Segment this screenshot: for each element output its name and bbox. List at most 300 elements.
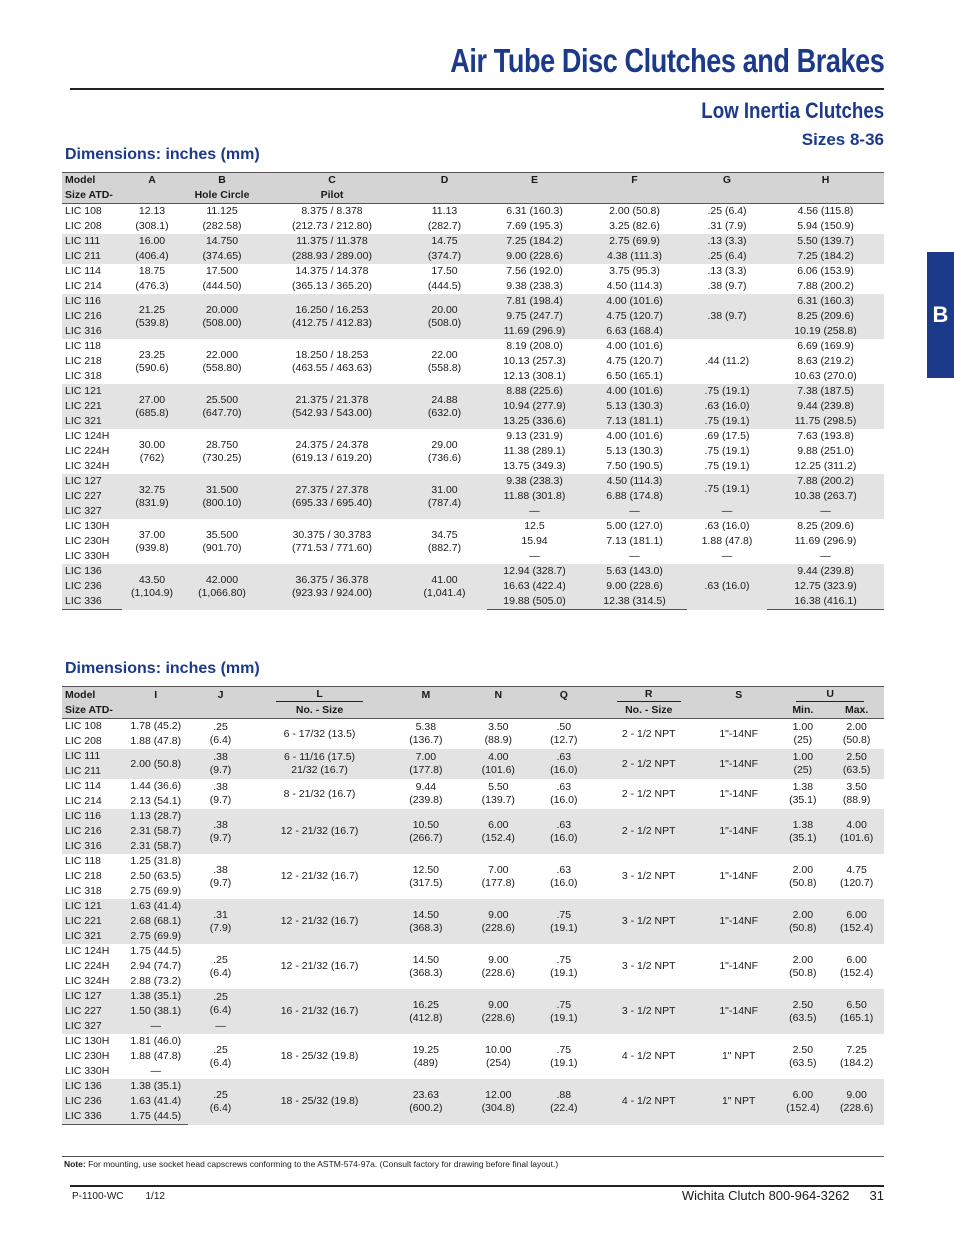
model-cell: LIC 214: [65, 795, 102, 807]
note-rule: [62, 1156, 884, 1157]
table-cell: .63 (16.0): [531, 809, 596, 854]
column-header: [596, 687, 701, 704]
table-row: [62, 749, 884, 764]
model-cell: LIC 330H: [65, 550, 110, 562]
doc-date: 1/12: [145, 1191, 165, 1202]
table-cell: 2.50 (63.5): [829, 749, 884, 779]
table-cell: 3.75 (95.3): [609, 265, 660, 277]
table-cell: 2.88 (73.2): [130, 975, 182, 987]
table-cell: 2 - 1/2 NPT: [596, 809, 701, 854]
table-cell: 24.88 (632.0): [402, 384, 487, 429]
model-cell: LIC 224H: [65, 960, 110, 972]
table-row: [62, 854, 884, 869]
table-cell: .13 (3.3): [707, 265, 747, 277]
column-header-label: R: [617, 688, 681, 702]
table-group: [62, 384, 884, 429]
table-cell: 18 - 25/32 (19.8): [280, 1050, 359, 1062]
table-cell: 2.50 (63.5): [776, 989, 829, 1034]
table-cell: 3.50 (88.9): [484, 721, 512, 746]
table-row: [62, 384, 884, 399]
table-group: [62, 429, 884, 474]
model-cell: LIC 130H: [65, 1035, 110, 1047]
model-cell: LIC 316: [62, 839, 123, 854]
table-cell: —: [123, 1019, 188, 1034]
table-cell: 7.56 (192.0): [506, 265, 563, 277]
column-subheader: [531, 703, 596, 719]
table-cell: 2.13 (54.1): [130, 795, 182, 807]
model-cell: LIC 224H: [65, 445, 110, 457]
table-cell: 14.750: [182, 234, 262, 249]
table-cell: 18.75: [138, 265, 166, 277]
model-cell: LIC 211: [62, 764, 123, 779]
table-cell: 4.75 (120.7): [839, 863, 874, 889]
table-cell: 1.75 (44.5): [130, 945, 182, 957]
model-cell: LIC 127: [62, 989, 123, 1004]
table-row: [62, 204, 884, 220]
table-cell: 10.63 (270.0): [794, 370, 857, 382]
table-cell: 34.75 (882.7): [427, 528, 462, 554]
table-cell: (288.93 / 289.00): [262, 249, 402, 264]
table-cell: 4.00 (101.6): [829, 809, 884, 854]
table-cell: (444.50): [202, 280, 242, 292]
table-cell: .63 (16.0): [687, 564, 767, 610]
table-cell: (374.65): [182, 249, 262, 264]
table-cell: .75 (19.1): [550, 1043, 578, 1069]
table-cell: 35.500 (901.70): [202, 528, 242, 554]
section1-title: Dimensions: inches (mm): [65, 146, 260, 163]
table-cell: 25.500 (647.70): [182, 384, 262, 429]
title-rule: [70, 88, 884, 90]
table-cell: —: [820, 550, 831, 562]
table-cell: 4.50 (114.3): [606, 280, 663, 292]
table-cell: 20.000 (508.00): [182, 294, 262, 339]
table-group: [62, 779, 884, 809]
table-cell: 19.88 (505.0): [487, 594, 582, 610]
column-header: G: [687, 173, 767, 189]
table-cell: 16.38 (416.1): [767, 594, 884, 610]
table-cell: —: [767, 504, 884, 519]
model-cell: LIC 124H: [65, 945, 110, 957]
table-row: [62, 719, 884, 735]
table-group: [62, 989, 884, 1034]
table-cell: 14.75: [402, 234, 487, 249]
table-cell: .25 (6.4): [188, 1079, 252, 1125]
table-cell: 1.44 (36.6): [130, 780, 182, 792]
table-row: [62, 429, 884, 444]
section2-title: Dimensions: inches (mm): [65, 660, 260, 677]
table-cell: 6.31 (160.3): [767, 294, 884, 309]
table-cell: 17.50: [431, 265, 458, 277]
table-cell: .75 (19.1): [687, 414, 767, 429]
table-cell: 1.38 (35.1): [776, 809, 829, 854]
table-group: [62, 809, 884, 854]
table-cell: .25 (6.4): [209, 721, 232, 746]
column-subheader: Pilot: [262, 188, 402, 204]
footnote: [64, 1159, 558, 1169]
model-cell: LIC 218: [65, 355, 102, 367]
table-cell: 4.75 (120.7): [606, 355, 663, 367]
table-cell: 4.50 (114.3): [582, 474, 687, 489]
table-group: [62, 719, 884, 750]
model-cell: LIC 216: [62, 824, 123, 839]
table-cell: 18 - 25/32 (19.8): [253, 1079, 387, 1125]
column-subheader: [122, 188, 182, 204]
column-subheader: [386, 703, 465, 719]
table-cell: 2.00 (50.8): [789, 953, 817, 979]
table-cell: 7.25 (184.2): [839, 1043, 874, 1069]
table-cell: 36.375 / 36.378 (923.93 / 924.00): [262, 564, 402, 610]
column-header-label: L: [276, 688, 362, 702]
table-group: [62, 749, 884, 779]
table-cell: 6.63 (168.4): [582, 324, 687, 339]
model-cell: LIC 227: [62, 489, 122, 504]
table-cell: 20.00 (508.0): [402, 294, 487, 339]
model-cell: LIC 230H: [65, 535, 110, 547]
table-cell: 12.13 (308.1): [503, 370, 566, 382]
table-row: [62, 249, 884, 264]
table-cell: —: [582, 504, 687, 519]
table-cell: 8.19 (208.0): [506, 340, 563, 352]
model-cell: LIC 216: [62, 309, 122, 324]
table-cell: 11.125: [206, 205, 238, 217]
model-cell: LIC 116: [62, 294, 122, 309]
table-cell: 9.00 (228.6): [582, 579, 687, 594]
table-cell: 1"-14NF: [719, 727, 759, 740]
column-subheader: Min.: [776, 703, 829, 719]
column-header: B: [182, 173, 262, 189]
table-group: [62, 854, 884, 899]
table-row: [62, 279, 884, 294]
table-cell: 3.25 (82.6): [609, 220, 660, 232]
table-cell: LIC 111: [62, 234, 122, 249]
table-cell: 9.00 (228.6): [465, 989, 531, 1034]
table-group: [62, 204, 884, 235]
table-cell: 9.13 (231.9): [506, 430, 563, 442]
table-cell: 6.88 (174.8): [582, 489, 687, 504]
table-cell: 8.63 (219.2): [797, 355, 854, 367]
table-cell: 12.5: [524, 520, 545, 532]
table-cell: 1.00 (25): [792, 721, 814, 746]
table-cell: 2.68 (68.1): [123, 914, 188, 929]
column-subheader: No. - Size: [596, 703, 701, 719]
model-cell: LIC 321: [62, 414, 122, 429]
doc-code: P-1100-WC: [72, 1191, 124, 1202]
column-subheader: Hole Circle: [182, 188, 262, 204]
table-row: [62, 173, 884, 189]
model-cell: LIC 236: [62, 579, 122, 594]
table-cell: 21.25 (539.8): [122, 294, 182, 339]
table-cell: 5.50 (139.7): [481, 781, 515, 806]
table-cell: 9.44 (239.8): [767, 399, 884, 414]
table-row: [62, 339, 884, 354]
table-cell: 10.38 (263.7): [767, 489, 884, 504]
table-cell: 6.69 (169.9): [797, 340, 854, 352]
table-cell: 14.50 (368.3): [409, 953, 443, 979]
footer-rule: [70, 1185, 884, 1187]
table-cell: 6 - 11/16 (17.5) 21/32 (16.7): [253, 749, 387, 779]
table-cell: 6.50 (165.1): [606, 370, 663, 382]
table-cell: 28.750 (730.25): [202, 438, 242, 464]
table-cell: .25 (6.4): [209, 1043, 232, 1069]
table-cell: 29.00 (736.6): [427, 438, 462, 464]
table-cell: 1.63 (41.4): [123, 1094, 188, 1109]
table-cell: 12 - 21/32 (16.7): [253, 809, 387, 854]
table-cell: 10.94 (277.9): [487, 399, 582, 414]
table-cell: 3 - 1/2 NPT: [596, 899, 701, 944]
table-cell: 12 - 21/32 (16.7): [253, 899, 387, 944]
table-cell: .75 (19.1): [550, 953, 578, 979]
table-cell: 6.50 (165.1): [829, 989, 884, 1034]
model-cell: LIC 116: [62, 809, 123, 824]
model-cell: LIC 327: [62, 504, 122, 519]
table-cell: 17.500: [205, 265, 239, 277]
table-cell: 27.00 (685.8): [122, 384, 182, 429]
table-cell: 9.00 (228.6): [481, 953, 515, 979]
column-subheader: [487, 188, 582, 204]
table-row: [62, 474, 884, 489]
table-cell: 11.13: [431, 205, 458, 217]
table-cell: 14.375 / 14.378: [295, 265, 369, 277]
table-cell: 23.25 (590.6): [135, 348, 169, 374]
model-cell: LIC 324H: [65, 460, 110, 472]
table-cell: 19.25 (489): [412, 1043, 439, 1069]
table-cell: (365.13 / 365.20): [292, 280, 372, 292]
table-cell: 10.50 (266.7): [386, 809, 465, 854]
column-header: N: [465, 687, 531, 704]
model-cell: LIC 324H: [65, 975, 110, 987]
table-group: [62, 339, 884, 384]
table-cell: 6.00 (152.4): [839, 953, 874, 979]
table-cell: LIC 208: [65, 220, 102, 232]
table-cell: 1" NPT: [721, 1050, 756, 1062]
table-row: [62, 1034, 884, 1049]
sizes-label: Sizes 8-36: [801, 130, 884, 149]
table-cell: (406.4): [122, 249, 182, 264]
table-cell: 6.00 (152.4): [776, 1079, 829, 1125]
model-cell: LIC 136: [62, 1079, 123, 1094]
table-group: [62, 564, 884, 610]
table-cell: 1.38 (35.1): [123, 989, 188, 1004]
table-cell: 9.38 (238.3): [487, 474, 582, 489]
table-cell: 2.75 (69.9): [123, 929, 188, 944]
table-cell: 2.31 (58.7): [123, 839, 188, 854]
column-subheader: [123, 703, 188, 719]
table-cell: —: [150, 1065, 161, 1077]
table-cell: 2.50 (63.5): [130, 870, 182, 882]
table-cell: 1.13 (28.7): [123, 809, 188, 824]
table-cell: 13.25 (336.6): [487, 414, 582, 429]
column-header: C: [262, 173, 402, 189]
table-cell: 2 - 1/2 NPT: [621, 787, 676, 800]
table-cell: .75 (19.1): [687, 384, 767, 399]
column-subheader: [465, 703, 531, 719]
table-cell: 24.375 / 24.378 (619.13 / 619.20): [292, 438, 372, 464]
table-cell: 41.00 (1,041.4): [402, 564, 487, 610]
table-cell: 12.00 (304.8): [465, 1079, 531, 1125]
table-cell: 5.38 (136.7): [409, 721, 443, 746]
model-cell: LIC 121: [62, 384, 122, 399]
table-cell: 7.13 (181.1): [582, 414, 687, 429]
table-cell: 2.31 (58.7): [123, 824, 188, 839]
table-cell: 1.00 (25): [776, 749, 829, 779]
table-cell: .63 (16.0): [550, 863, 578, 889]
table-cell: 5.13 (130.3): [606, 445, 663, 457]
table-cell: 1"-14NF: [719, 787, 759, 800]
column-subheader: [402, 188, 487, 204]
table-cell: 7.38 (187.5): [767, 384, 884, 399]
table-cell: 5.63 (143.0): [582, 564, 687, 579]
table-cell: 1" NPT: [701, 1079, 776, 1125]
table-cell: 12.75 (323.9): [767, 579, 884, 594]
column-header: J: [188, 687, 252, 704]
table-cell: .69 (17.5): [704, 430, 750, 442]
table-cell: 6.31 (160.3): [506, 205, 563, 217]
table-cell: 3.50 (88.9): [842, 781, 871, 806]
model-cell: LIC 218: [65, 870, 102, 882]
section-tab[interactable]: B: [927, 252, 954, 378]
table-cell: 5.50 (139.7): [767, 234, 884, 249]
table-cell: 3 - 1/2 NPT: [621, 960, 676, 972]
table-cell: .38 (9.7): [687, 294, 767, 339]
table-cell: 12 - 21/32 (16.7): [280, 870, 359, 882]
table-cell: .13 (3.3): [687, 234, 767, 249]
model-cell: LIC 230H: [65, 1050, 110, 1062]
table-cell: .75 (19.1): [531, 899, 596, 944]
model-cell: LIC 127: [62, 474, 122, 489]
table-cell: 18.250 / 18.253 (463.55 / 463.63): [292, 348, 372, 374]
table-cell: 2.75 (69.9): [582, 234, 687, 249]
table-cell: —: [188, 1019, 252, 1034]
table-cell: 43.50 (1,104.9): [122, 564, 182, 610]
model-cell: LIC 221: [62, 399, 122, 414]
table-cell: 22.000 (558.80): [202, 348, 242, 374]
model-cell: LIC 316: [62, 324, 122, 339]
table-cell: 9.88 (251.0): [797, 445, 854, 457]
table-cell: 2.00 (50.8): [776, 899, 829, 944]
model-cell: LIC 318: [65, 370, 102, 382]
table-cell: 1.78 (45.2): [130, 720, 182, 732]
column-subheader: [767, 188, 884, 204]
column-header: M: [386, 687, 465, 704]
table-row: [62, 294, 884, 309]
table-cell: 30.375 / 30.3783 (771.53 / 771.60): [292, 528, 372, 554]
table-cell: .38 (9.7): [209, 781, 232, 806]
table-cell: 42.000 (1,066.80): [182, 564, 262, 610]
column-header: I: [123, 687, 188, 704]
table-cell: 1.25 (31.8): [130, 855, 182, 867]
table-cell: 6 - 17/32 (13.5): [283, 727, 356, 740]
table-cell: 2.94 (74.7): [130, 960, 182, 972]
column-subheader: [687, 188, 767, 204]
table-cell: 16.250 / 16.253 (412.75 / 412.83): [262, 294, 402, 339]
table-cell: 4 - 1/2 NPT: [621, 1050, 676, 1062]
table-row: [62, 809, 884, 824]
page-number: 31: [869, 1188, 884, 1203]
table-cell: 7.50 (190.5): [606, 460, 663, 472]
table-cell: 4 - 1/2 NPT: [596, 1079, 701, 1125]
table-cell: 10.13 (257.3): [503, 355, 566, 367]
table-cell: 2.00 (50.8): [842, 721, 871, 746]
table-group: [62, 944, 884, 989]
table-cell: 4.00 (101.6): [582, 384, 687, 399]
table-cell: LIC 211: [62, 249, 122, 264]
table-cell: 11.38 (289.1): [503, 445, 566, 457]
model-cell: LIC 108: [65, 720, 102, 732]
company-contact: Wichita Clutch 800-964-3262: [681, 1188, 850, 1203]
table-cell: —: [529, 550, 540, 562]
column-header-label: U: [796, 688, 864, 702]
model-cell: LIC 321: [62, 929, 123, 944]
table-cell: .63 (16.0): [531, 749, 596, 779]
table-row: [62, 264, 884, 279]
table-row: [62, 687, 884, 704]
table-cell: 3 - 1/2 NPT: [596, 989, 701, 1034]
table-cell: 8.88 (225.6): [487, 384, 582, 399]
table-cell: 7.00 (177.8): [386, 749, 465, 779]
table-group: [62, 234, 884, 264]
model-cell: LIC 118: [65, 340, 101, 352]
table-cell: 12.25 (311.2): [794, 460, 857, 472]
table-cell: 1"-14NF: [701, 749, 776, 779]
table-group: [62, 1034, 884, 1079]
table-cell: 4.38 (111.3): [582, 249, 687, 264]
table-cell: .50 (12.7): [550, 721, 578, 746]
table-cell: 11.69 (296.9): [487, 324, 582, 339]
table-cell: 30.00 (762): [138, 438, 166, 464]
table-cell: 5.00 (127.0): [606, 520, 663, 532]
table-cell: .38 (9.7): [707, 280, 747, 292]
table-cell: 16 - 21/32 (16.7): [253, 989, 387, 1034]
table-cell: .25 (6.4): [687, 249, 767, 264]
table-cell: 5.13 (130.3): [582, 399, 687, 414]
table-cell: 31.00 (787.4): [402, 474, 487, 519]
table-cell: 10.00 (254): [485, 1043, 512, 1069]
table-cell: .38 (9.7): [188, 809, 252, 854]
column-header: H: [767, 173, 884, 189]
table-cell: LIC 214: [65, 280, 102, 292]
table-cell: 9.38 (238.3): [506, 280, 563, 292]
table-cell: 2.50 (63.5): [789, 1043, 817, 1069]
table-cell: 16.00: [122, 234, 182, 249]
table-cell: 1.88 (47.8): [130, 1050, 182, 1062]
table-cell: .75 (19.1): [704, 445, 750, 457]
table-cell: 12.94 (328.7): [487, 564, 582, 579]
table-cell: .63 (16.0): [687, 399, 767, 414]
table-cell: 7.63 (193.8): [797, 430, 854, 442]
table-cell: 8.25 (209.6): [767, 309, 884, 324]
table-cell: LIC 114: [65, 265, 101, 277]
table-cell: 10.19 (258.8): [767, 324, 884, 339]
table-cell: 1.63 (41.4): [123, 899, 188, 914]
table-cell: 1"-14NF: [701, 809, 776, 854]
model-cell: LIC 114: [65, 780, 101, 792]
column-subheader: [701, 703, 776, 719]
column-subheader: No. - Size: [253, 703, 387, 719]
footer-right: [662, 1188, 884, 1203]
table-cell: 7.13 (181.1): [606, 535, 663, 547]
table-cell: 1.38 (35.1): [789, 781, 817, 806]
table-cell: —: [721, 550, 733, 562]
table-cell: —: [487, 504, 582, 519]
table-cell: .63 (16.0): [550, 781, 578, 806]
page-subtitle: Low Inertia Clutches: [701, 98, 884, 123]
table-cell: (282.58): [202, 220, 242, 232]
model-cell: LIC 121: [62, 899, 123, 914]
column-header: Model: [62, 687, 123, 704]
table-cell: 37.00 (939.8): [135, 528, 169, 554]
table-cell: .44 (11.2): [704, 355, 750, 367]
note-label: Note:: [64, 1159, 86, 1169]
